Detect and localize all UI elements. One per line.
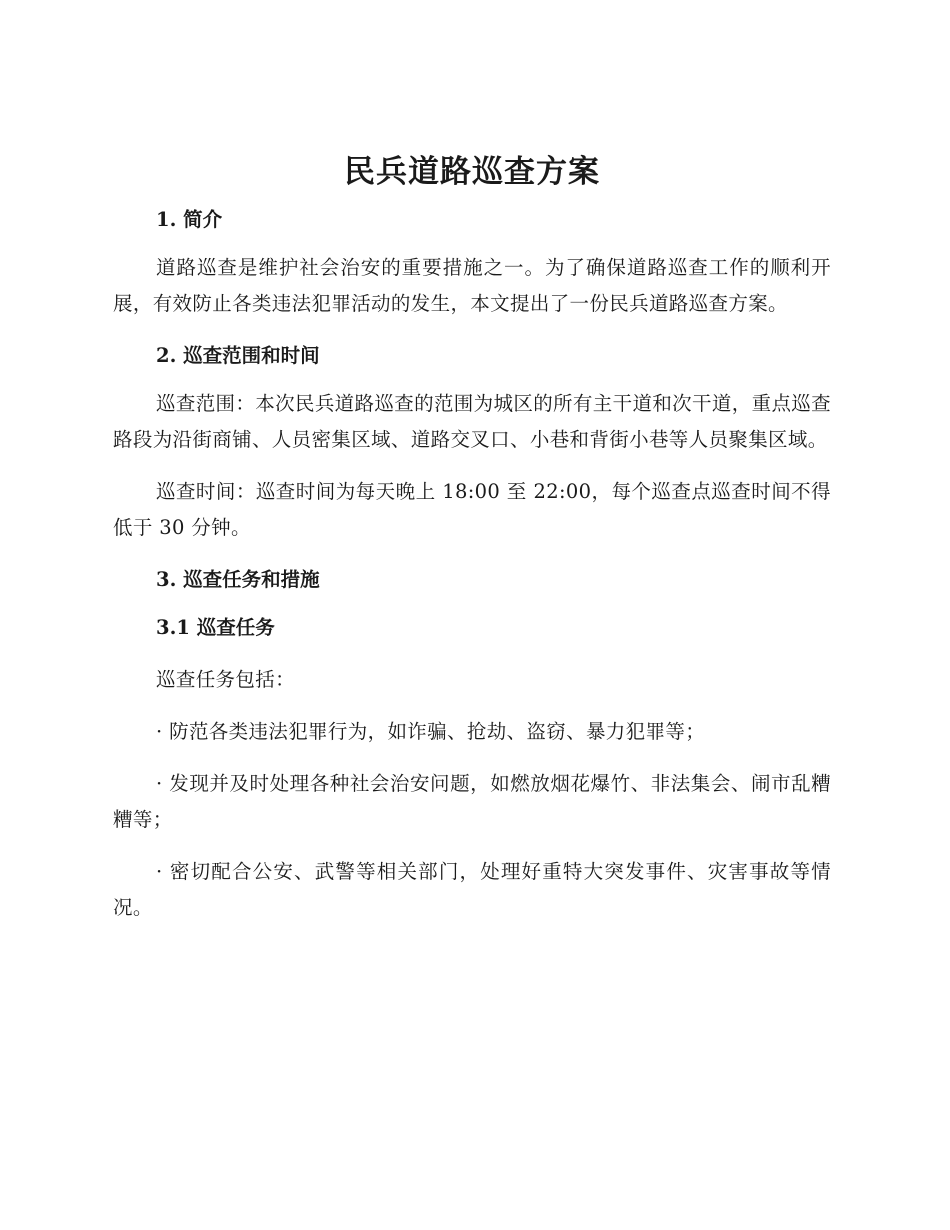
section-heading-scope: 2. 巡查范围和时间 — [156, 344, 320, 367]
section-heading-intro: 1. 简介 — [156, 208, 223, 231]
task-list-item: · 密切配合公安、武警等相关部门，处理好重特大突发事件、灾害事故等情况。 — [113, 860, 831, 919]
scope-range-paragraph: 巡查范围：本次民兵道路巡查的范围为城区的所有主干道和次干道，重点巡查路段为沿街商铺、人员密集区域、道路交叉口、小巷和背街小巷等人员聚集区域。 — [113, 392, 831, 451]
tasks-intro-paragraph: 巡查任务包括： — [156, 668, 295, 691]
task-list-item: · 发现并及时处理各种社会治安问题，如燃放烟花爆竹、非法集会、闹市乱糟糟等； — [113, 772, 831, 831]
subsection-heading-tasks: 3.1 巡查任务 — [156, 616, 275, 639]
document-title: 民兵道路巡查方案 — [344, 154, 600, 190]
document-page — [113, 150, 831, 926]
intro-paragraph: 道路巡查是维护社会治安的重要措施之一。为了确保道路巡查工作的顺利开展，有效防止各类违法犯罪活动的发生，本文提出了一份民兵道路巡查方案。 — [113, 256, 831, 315]
task-list-item: · 防范各类违法犯罪行为，如诈骗、抢劫、盗窃、暴力犯罪等； — [156, 720, 706, 743]
scope-time-paragraph: 巡查时间：巡查时间为每天晚上 18:00 至 22:00，每个巡查点巡查时间不得低于 30 分钟。 — [113, 480, 831, 539]
section-heading-tasks: 3. 巡查任务和措施 — [156, 568, 320, 591]
